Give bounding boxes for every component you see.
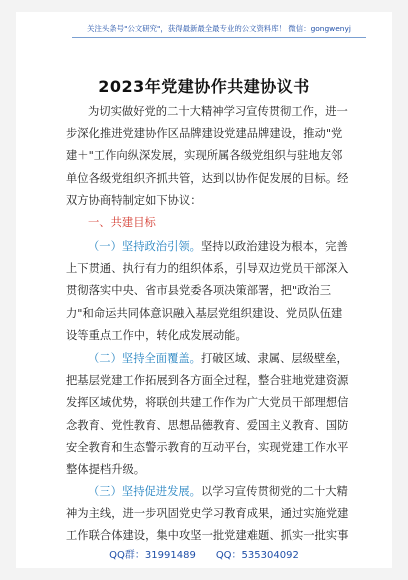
- text-line: [66, 348, 364, 370]
- text-line: 建＋"工作向纵深发展，实现所属各级党组织与驻地友邻: [66, 149, 343, 163]
- line-text: 坚持以政治建设为根本，完善: [200, 240, 348, 253]
- text-line: 神为主线，进一步巩固党史学习教育成果，通过实施党建: [66, 507, 349, 521]
- text-line: 把基层党建工作拓展到各方面全过程，整合驻地党建资源: [66, 374, 349, 388]
- text-line: 贯彻落实中央、省市县党委各项决策部署，把"政治三: [66, 284, 332, 298]
- paragraph-promote-development: [66, 481, 364, 548]
- document-title: 2023年党建协作共建协议书: [98, 77, 310, 96]
- text-line: 上下贯通、执行有力的组织体系，引导双边党员干部深入: [66, 262, 349, 276]
- text-line: [66, 236, 364, 258]
- document-page: [16, 12, 392, 568]
- text-line: 整体提档升级。: [66, 462, 146, 476]
- text-line: 单位各级党组织齐抓共管，达到以协作促发展的目标。经: [66, 171, 349, 185]
- qq-group-text: QQ群：31991489: [109, 550, 196, 561]
- line-text: 以学习宣传贯彻党的二十大精: [200, 485, 348, 498]
- section-heading: [66, 212, 364, 234]
- paragraph-lead: （二）坚持全面覆盖。: [88, 352, 201, 365]
- header-banner: 关注头条号"公文研究"，获得最新最全最专业的公文资料库！ 微信：gongwenyj: [72, 22, 366, 38]
- intro-paragraph: [66, 101, 364, 212]
- paragraph-lead: （三）坚持促进发展。: [88, 485, 201, 498]
- footer-contact: [16, 546, 392, 561]
- text-line: 为切实做好党的二十大精神学习宣传贯彻工作，进一: [88, 105, 348, 118]
- text-line: 双方协商特制定如下协议：: [66, 193, 202, 207]
- paragraph-political-leadership: [66, 236, 364, 347]
- text-line: 步深化推进党建协作区品牌建设党建品牌建设，推动"党: [66, 127, 343, 141]
- text-line: 安全教育和生态警示教育的互动平台，实现党建工作水平: [66, 440, 349, 454]
- qq-text: QQ：535304092: [215, 550, 299, 561]
- text-line: 力"和命运共同体意识融入基层党组织建设、党员队伍建: [66, 306, 343, 320]
- text-line: 发挥区域优势，将联创共建工作作为广大党员干部理想信: [66, 396, 349, 410]
- text-line: 设等重点工作中，转化成发展动能。: [66, 328, 247, 342]
- text-line: 念教育、党性教育、思想品德教育、爱国主义教育、国防: [66, 418, 349, 432]
- paragraph-full-coverage: [66, 348, 364, 481]
- line-text: 打破区域、隶属、层级壁垒，: [200, 352, 348, 365]
- text-line: 工作联合体建设，集中攻坚一批党建难题、抓实一批实事: [66, 529, 349, 543]
- text-line: [66, 481, 364, 503]
- section-heading-text: 一、共建目标: [88, 216, 156, 229]
- paragraph-lead: （一）坚持政治引领。: [88, 240, 201, 253]
